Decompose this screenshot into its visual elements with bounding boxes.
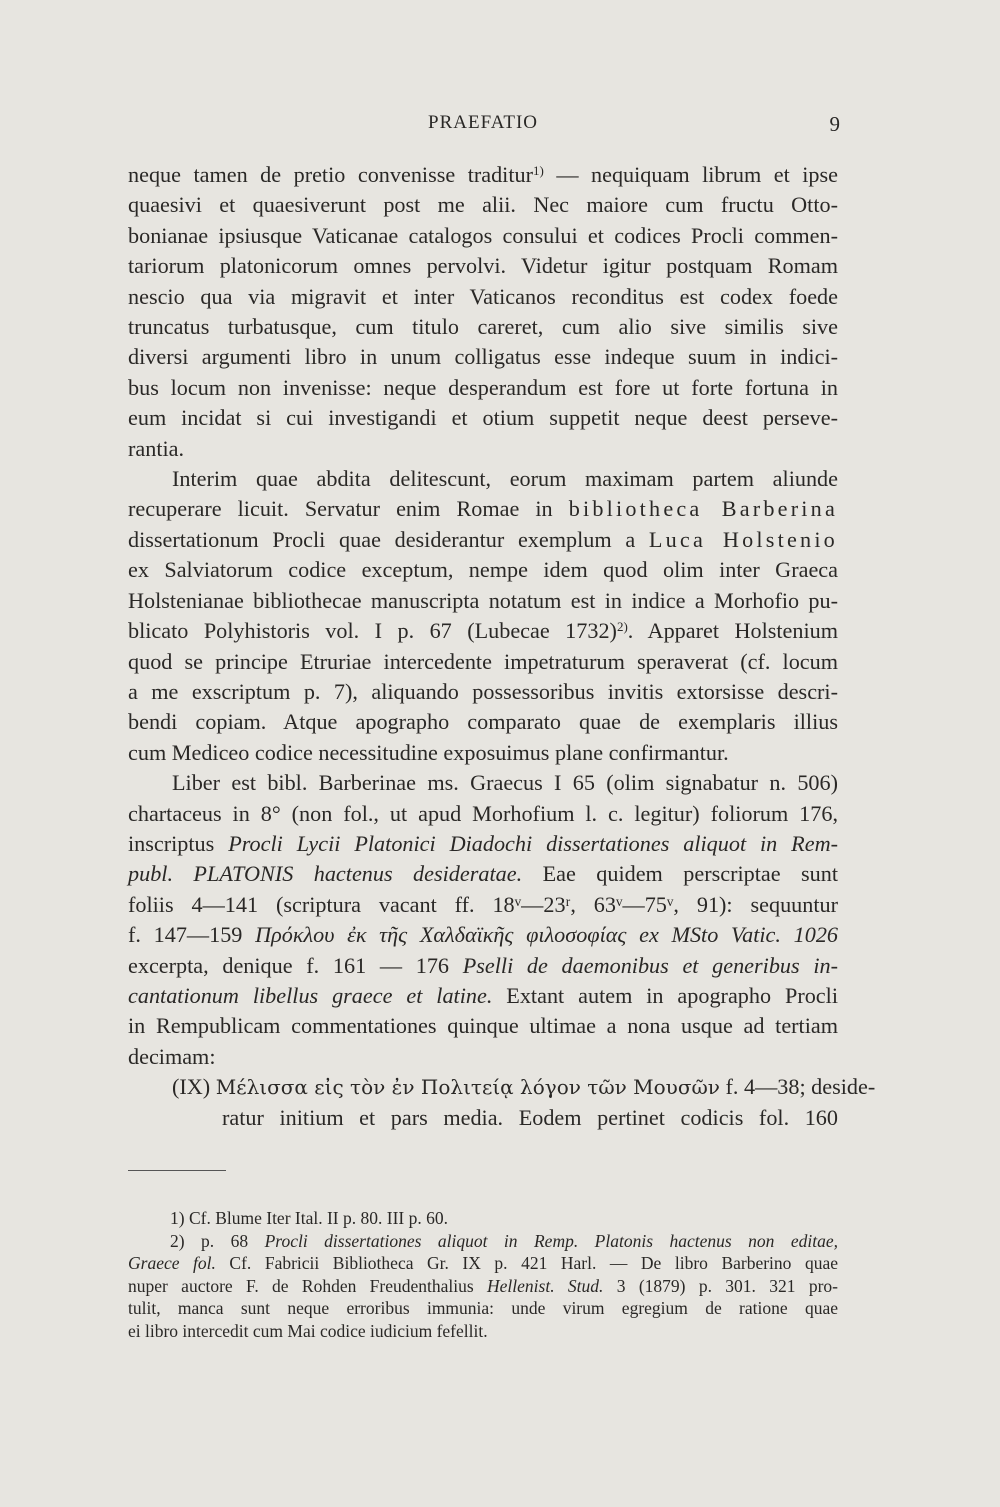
italic-text: Procli Lycii Platonici Diadochi dissertationes aliquot in Rem- [228,830,838,856]
greek-text: Μέλισσα εἰς τὸν ἐν Πολιτείᾳ λόγον τῶν Μουσῶν [215,1075,720,1100]
paragraph-2 [128,464,838,768]
text-span: (IX) [172,1074,216,1100]
footnote-line [128,1252,838,1275]
italic-text: Hellenist. Stud. [487,1275,604,1296]
italic-text: Pselli de daemonibus et generibus in- [462,952,838,978]
text-line [128,981,838,1011]
footnote-2 [128,1230,838,1253]
text-span: — nequiquam librum et ipse [543,162,838,187]
text-line [128,1072,876,1102]
text-line: decimam: [128,1043,216,1069]
footnote-line: ei libro intercedit cum Mai codice iudicium fefellit. [128,1320,488,1341]
footnote-1: 1) Cf. Blume Iter Ital. II p. 80. III p. 60. [170,1208,448,1228]
text-line: diversi argumenti libro in unum colligatus esse indeque suum in indici- [128,344,838,370]
text-line [128,525,838,555]
page-header [128,112,838,142]
text-line: ex Salviatorum codice exceptum, nempe idem quod olim inter Graeca [128,557,838,583]
text-span: neque tamen de pretio convenisse traditur [128,162,533,187]
footnotes [128,1207,838,1342]
italic-text: publ. PLATONIS hactenus desideratae. [128,861,523,887]
text-line: bonianae ipsiusque Vaticanae catalogos consului et codices Procli commen- [128,222,838,248]
italic-text: cantationum libellus graece et latine. [128,982,493,1008]
paragraph-1 [128,160,838,464]
italic-text: Πρόκλου ἐκ τῆς Χαλδαϊκῆς φιλοσοφίας ex MSto Vatic. 1026 [255,922,839,948]
text-line: ratur initium et pars media. Eodem pertinet codicis fol. 160 [222,1104,838,1130]
text-span: nuper auctore F. de Rohden Freudenthalius [128,1275,488,1296]
text-line [128,859,838,889]
text-line: Interim quae abdita delitescunt, eorum maximam partem aliunde [172,466,838,492]
running-head: PRAEFATIO [428,112,538,133]
text-line: truncatus turbatusque, cum titulo careret, cum alio sive similis sive [128,314,838,340]
paragraph-4 [128,1072,876,1133]
text-span: f. 4—38; deside- [719,1074,876,1100]
text-line: chartaceus in 8° (non fol., ut apud Morhofium l. c. legitur) foliorum 176, [128,800,838,826]
text-line: cum Mediceo codice necessitudine exposuimus plane confirmantur. [128,739,729,765]
text-line: quod se principe Etruriae intercedente impetraturum speraverat (cf. locum [128,648,838,674]
text-line: foliis 4—141 (scriptura vacant ff. 18ᵛ—23ʳ, 63ᵛ—75ᵛ, 91): sequuntur [128,891,838,917]
text-line: tariorum platonicorum omnes pervolvi. Videtur igitur postquam Romam [128,253,838,279]
page-number: 9 [829,112,840,136]
text-line [128,616,838,646]
text-span: f. 147—159 [128,922,256,948]
text-line: a me exscriptum p. 7), aliquando possessoribus invitis extorsisse descri- [128,678,838,704]
text-span: excerpta, denique f. 161 — 176 [128,952,463,978]
text-span: 3 (1879) p. 301. 321 pro- [603,1275,839,1296]
spaced-text: Luca Holstenio [648,526,838,552]
footnote-ref: 2) [616,619,628,635]
text-span: Extant autem in apographo Procli [492,982,838,1008]
text-span: inscriptus [128,830,229,856]
text-line: rantia. [128,435,185,461]
text-line: Holstenianae bibliothecae manuscripta notatum est in indice a Morhofio pu- [128,587,838,613]
text-line [128,160,838,190]
text-span: Eae quidem perscriptae sunt [522,861,838,887]
text-line: bus locum non invenisse: neque desperandum est fore ut forte fortuna in [128,374,838,400]
text-line [128,920,838,950]
text-span: blicato Polyhistoris vol. I p. 67 (Lubecae 1732) [128,618,617,644]
text-line [128,494,838,524]
text-line: eum incidat si cui investigandi et otium suppetit neque deest perseve- [128,405,838,431]
text-line: in Rempublicam commentationes quinque ultimae a nona usque ad tertiam [128,1013,838,1039]
text-span: recuperare licuit. Servatur enim Romae in [128,496,569,522]
footnote-separator [128,1170,226,1171]
spaced-text: bibliotheca Barberina [568,496,839,522]
text-line [128,829,838,859]
footnote-line: tulit, manca sunt neque erroribus immunia: unde virum egregium de ratione quae [128,1298,838,1318]
footnote-ref: 1) [533,163,544,178]
text-span: Cf. Fabricii Bibliotheca Gr. IX p. 421 Harl. — De libro Barberino quae [215,1253,838,1273]
main-text [128,160,876,1133]
italic-text: Procli dissertationes aliquot in Remp. Platonis hactenus non editae, [264,1230,838,1251]
text-span: dissertationum Procli quae desiderantur exemplum a [128,526,649,552]
text-line: quaesivi et quaesiverunt post me alii. Nec maiore cum fructu Otto- [128,192,838,218]
footnote-line [128,1275,838,1298]
text-line: nescio qua via migravit et inter Vaticanos reconditus est codex foede [128,283,838,309]
text-span: . Apparet Holstenium [627,618,838,644]
italic-text: Graece fol. [128,1253,216,1273]
text-line [128,951,838,981]
text-line: Liber est bibl. Barberinae ms. Graecus I 65 (olim signabatur n. 506) [172,770,838,796]
paragraph-3 [128,768,838,1072]
text-line: bendi copiam. Atque apographo comparato quae de exemplaris illius [128,709,838,735]
text-span: 2) p. 68 [170,1230,265,1251]
